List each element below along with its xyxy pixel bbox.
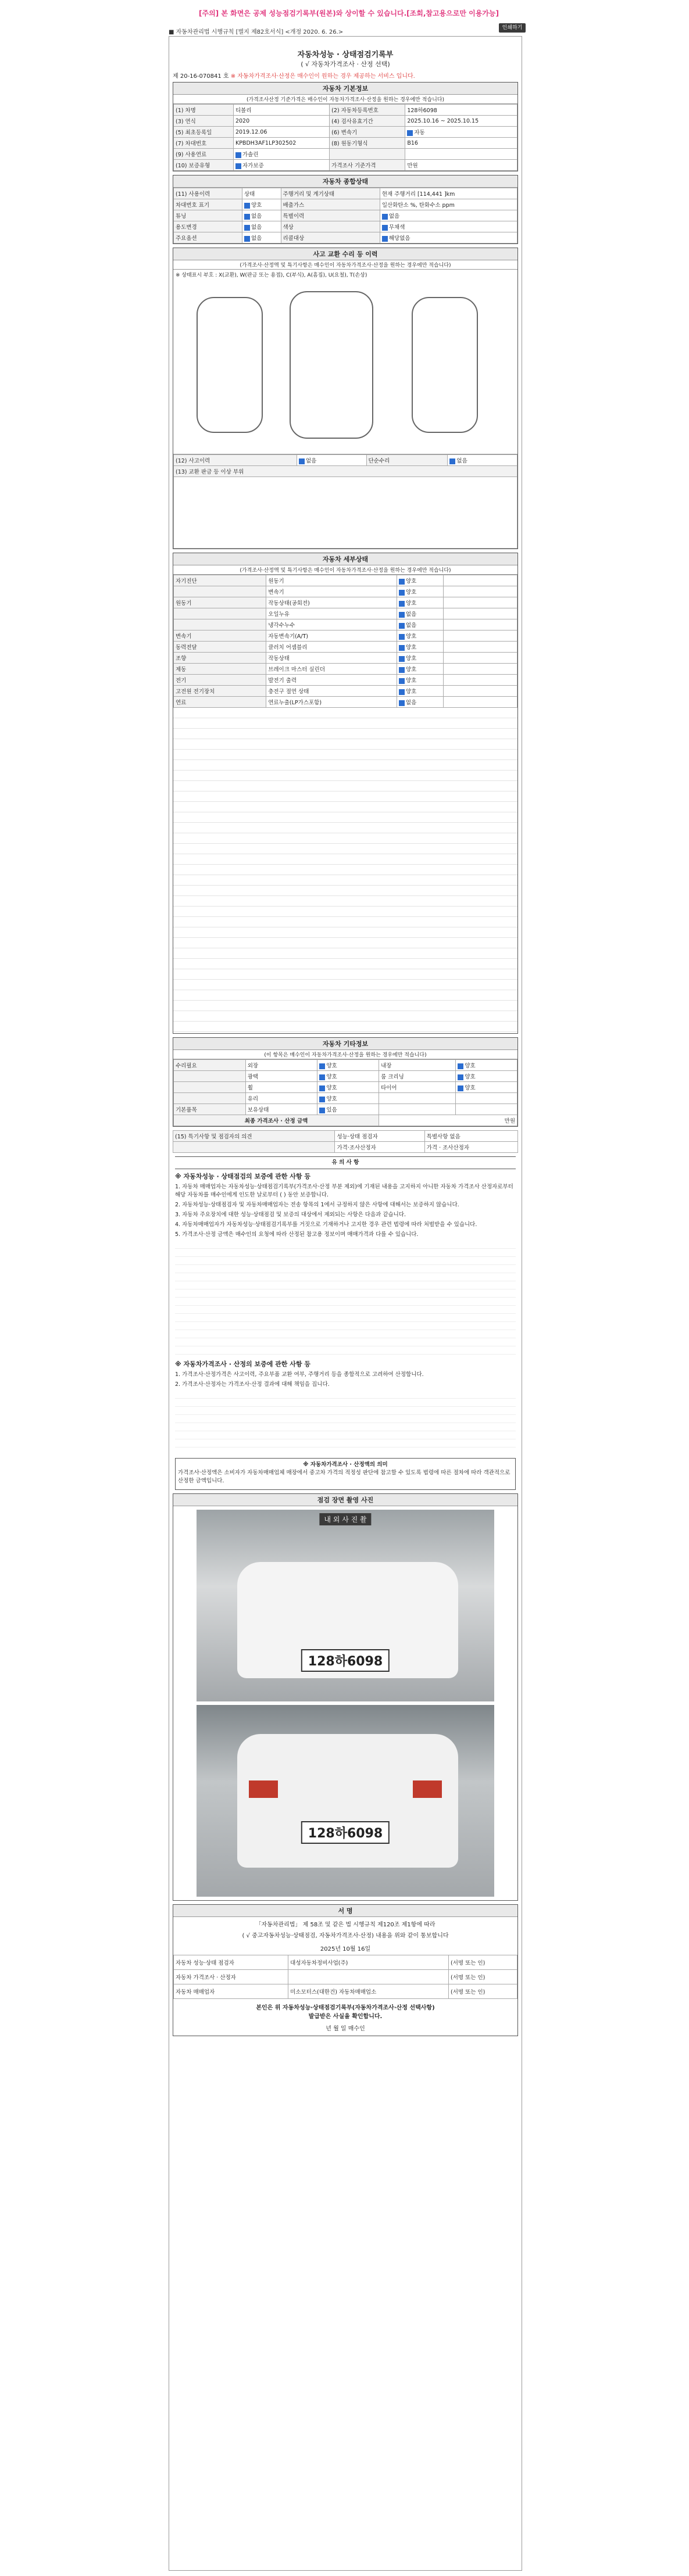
cell	[397, 597, 443, 608]
cell	[444, 697, 517, 708]
cell	[242, 221, 281, 232]
cell	[397, 697, 443, 708]
cell-value: 자동	[414, 130, 425, 136]
cell: (13) 교환 판금 등 이상 부위	[174, 466, 517, 477]
cell	[174, 1082, 246, 1093]
cell: (4) 검사유효기간	[330, 116, 405, 127]
checkbox-icon	[319, 1085, 325, 1091]
checkbox-icon	[399, 579, 405, 585]
cell: 룸 크리닝	[379, 1071, 456, 1082]
warning-banner: [주의] 본 화면은 공제 성능점검기록부(원본)와 상이할 수 있습니다.[조회,참고용으로만 이용가능]	[199, 9, 499, 17]
cell: 기본품목	[174, 1104, 246, 1115]
checkbox-icon	[399, 656, 405, 662]
detail-sub: (가격조사·산정액 및 특기사항은 매수인이 자동차가격조사·산정을 원하는 경우에만 적습니다)	[173, 565, 517, 575]
cell	[317, 1060, 379, 1071]
cell: 용도변경	[174, 221, 242, 232]
general-state-section	[173, 175, 518, 244]
cell	[174, 586, 266, 597]
cell: 주요옵션	[174, 232, 242, 243]
law-line: ■ 자동차관리법 시행규칙 [별지 제82호서식] <개정 2020. 6. 26.>	[169, 29, 344, 35]
checkbox-icon	[319, 1108, 325, 1113]
accident-sub: (가격조사·산정액 및 특기사항은 매수인이 자동차가격조사·산정을 원하는 경우에만 적습니다)	[173, 260, 517, 270]
cell: 수리필요	[174, 1060, 246, 1071]
cell: 브레이크 마스터 실린더	[266, 664, 397, 675]
cell: (서명 또는 인)	[448, 1955, 517, 1970]
cell: 만원	[405, 160, 517, 171]
cell	[444, 630, 517, 642]
cell-value: 없음	[405, 700, 417, 706]
cell	[397, 619, 443, 630]
cell	[380, 232, 517, 243]
cell: 충전구 절연 상태	[266, 686, 397, 697]
photo-section	[173, 1493, 518, 1901]
accident-table	[173, 454, 517, 549]
cell: 오일누유	[266, 608, 397, 619]
cell	[456, 1104, 517, 1115]
cell-value: 없음	[456, 458, 467, 464]
cell: 2020	[233, 116, 329, 127]
cell	[397, 575, 443, 586]
cell	[379, 1093, 456, 1104]
cell-value: 없음	[251, 235, 262, 242]
cell: (11) 사용이력	[174, 188, 242, 199]
cell: 자동차 매매업자	[174, 1984, 288, 1999]
car-rear-shape	[237, 1734, 458, 1868]
cell: 자동차 가격조사 · 산정자	[174, 1970, 288, 1984]
cell	[317, 1082, 379, 1093]
photo-header: 점검 장면 촬영 사진	[173, 1494, 517, 1506]
cell	[405, 149, 517, 160]
damage-parts-area	[174, 477, 517, 549]
cell-value: 양호	[405, 644, 417, 651]
front-photo	[197, 1510, 494, 1701]
cell	[444, 619, 517, 630]
cell-value: 양호	[465, 1074, 476, 1080]
checkbox-icon	[244, 214, 250, 220]
photo-caption: 내 외 사 진 촬	[319, 1513, 371, 1525]
cell: 특별사항 없음	[424, 1131, 517, 1142]
cell	[379, 1104, 456, 1115]
cell: 작동상태	[266, 653, 397, 664]
notice-paragraph: 2. 자동차성능·상태점검자 및 자동차매매업자는 전송 항목의 1에서 규정하지 않은 사항에 대해서는 보증하지 않습니다.	[175, 1202, 459, 1208]
cell	[174, 1093, 246, 1104]
other-info-sub: (이 항목은 매수인이 자동차가격조사·산정을 원하는 경우에만 적습니다)	[173, 1050, 517, 1059]
cell	[330, 149, 405, 160]
checkbox-icon	[399, 678, 405, 684]
checkbox-icon	[235, 163, 241, 169]
basic-info-header: 자동차 기본정보	[173, 83, 517, 95]
cell-value: 양호	[405, 589, 417, 596]
checkbox-icon	[382, 214, 388, 220]
cell-value: 가솔린	[242, 152, 259, 158]
signature-line-1: 「자동차관리법」 제 58조 및 같은 법 시행규칙 제120조 제1항에 따라	[255, 1922, 435, 1928]
cell-value: 양호	[326, 1096, 337, 1102]
cell: (2) 자동차등록번호	[330, 105, 405, 116]
cell: 타이어	[379, 1082, 456, 1093]
detail-table	[173, 575, 517, 708]
checkbox-icon	[458, 1063, 463, 1069]
checkbox-icon	[458, 1085, 463, 1091]
checkbox-icon	[382, 236, 388, 242]
cell: 원동기	[266, 575, 397, 586]
total-price-label: 최종 가격조사 · 산정 금액	[174, 1115, 379, 1126]
cell	[397, 586, 443, 597]
cell-value: 양호	[465, 1063, 476, 1069]
cell	[397, 675, 443, 686]
cell: 특별이력	[281, 210, 380, 221]
basic-info-table	[173, 104, 517, 171]
notice-section	[173, 1153, 518, 1493]
checkbox-icon	[244, 203, 250, 209]
cell-value: 없음	[305, 458, 317, 464]
cell	[380, 221, 517, 232]
cell: 미소모터스(대한건) 자동차매매업소	[288, 1984, 449, 1999]
cell: 단순수리	[366, 455, 448, 466]
signature-footer-1: 본인은 위 자동차성능·상태점검기록부(자동차가격조사·산정 선택사항)	[256, 2005, 435, 2011]
notice-paragraph: 3. 자동차 주요장치에 대한 성능·상태점검 및 보증의 대상에서 제외되는 사항은 다음과 같습니다.	[175, 1212, 406, 1218]
cell	[288, 1970, 449, 1984]
cell: 리콜대상	[281, 232, 380, 243]
doc-subtitle: ( √ 자동차가격조사 · 산정 선택)	[301, 60, 390, 68]
cell: 2019.12.06	[233, 127, 329, 138]
cell-value: 양호	[465, 1085, 476, 1091]
checkbox-icon	[399, 689, 405, 695]
notice-heading-1: ※ 자동차성능 · 상태점검의 보증에 관한 사항 등	[175, 1173, 310, 1180]
cell	[174, 1071, 246, 1082]
notice-title: 유 의 사 항	[175, 1156, 516, 1169]
checkbox-icon	[399, 623, 405, 629]
cell-value: 없음	[405, 622, 417, 629]
notice-box-text: 가격조사·산정액은 소비자가 자동차매매업체 매장에서 중고차 가격의 적정성 판단에 참고할 수 있도록 법령에 따른 절차에 따라 객관적으로 산정한 금액입니다.	[178, 1470, 510, 1484]
checkbox-icon	[399, 612, 405, 618]
doc-number: 제 20-16-070841 호	[173, 73, 229, 80]
cell	[397, 686, 443, 697]
doc-number-note: ※ 자동차가격조사·산정은 매수인이 원하는 경우 제공하는 서비스 입니다.	[230, 73, 415, 80]
notice-text-continued	[175, 1241, 516, 1357]
general-state-header: 자동차 종합상태	[173, 175, 517, 188]
cell-value: 양호	[326, 1074, 337, 1080]
cell	[444, 653, 517, 664]
cell-value: 양호	[326, 1063, 337, 1069]
cell: 가격·조사산정자	[335, 1142, 424, 1153]
cell: 작동상태(공회전)	[266, 597, 397, 608]
cell: 배출가스	[281, 199, 380, 210]
cell	[173, 1142, 335, 1153]
cell	[397, 664, 443, 675]
cell: 튜닝	[174, 210, 242, 221]
cell	[317, 1071, 379, 1082]
notice-box	[175, 1458, 516, 1490]
notice-paragraph: 1. 가격조사·산정가격은 사고이력, 주요부품 교환 여부, 주행거리 등을 종합적으로 고려하여 산정합니다.	[175, 1371, 424, 1378]
cell: (서명 또는 인)	[448, 1970, 517, 1984]
cell	[405, 127, 517, 138]
car-diagram	[173, 280, 517, 454]
cell-value: 양호	[405, 678, 417, 684]
detail-section	[173, 553, 518, 1034]
print-button[interactable]: 인쇄하기	[499, 23, 526, 33]
cell: 티볼리	[233, 105, 329, 116]
rear-photo	[197, 1705, 494, 1897]
checkbox-icon	[319, 1097, 325, 1102]
cell	[444, 686, 517, 697]
cell: 상태	[242, 188, 281, 199]
cell: 2025.10.16 ~ 2025.10.15	[405, 116, 517, 127]
cell	[448, 455, 517, 466]
cell: 가격 · 조사산정자	[424, 1142, 517, 1153]
signature-footer-3: 년 월 일 매수인	[326, 2026, 365, 2032]
cell-value: 양호	[405, 600, 417, 607]
cell: 자동변속기(A/T)	[266, 630, 397, 642]
car-outline-front	[197, 297, 263, 433]
cell: 동력전달	[174, 642, 266, 653]
cell-value: 없음	[251, 213, 262, 220]
tail-light-left	[249, 1780, 278, 1798]
cell-value: 양호	[326, 1085, 337, 1091]
special-notes-table	[173, 1130, 518, 1153]
cell-value: 없음	[405, 611, 417, 618]
cell: (8) 원동기형식	[330, 138, 405, 149]
cell: 연료	[174, 697, 266, 708]
car-outline-top	[290, 291, 373, 439]
cell	[444, 675, 517, 686]
cell: (5) 최초등록일	[174, 127, 234, 138]
detail-rows-continued	[173, 708, 517, 1033]
cell: (12) 사고이력	[174, 455, 297, 466]
cell	[297, 455, 366, 466]
cell: (서명 또는 인)	[448, 1984, 517, 1999]
cell	[456, 1082, 517, 1093]
checkbox-icon	[449, 458, 455, 464]
cell	[444, 608, 517, 619]
general-state-table	[173, 188, 517, 243]
cell: 가격조사 기준가격	[330, 160, 405, 171]
accident-section	[173, 248, 518, 549]
cell	[444, 664, 517, 675]
cell-value: 있음	[326, 1107, 337, 1113]
cell: 조향	[174, 653, 266, 664]
signature-footer-2: 발급받은 사실을 확인합니다.	[308, 2013, 383, 2020]
cell: 자기진단	[174, 575, 266, 586]
detail-header: 자동차 세부상태	[173, 553, 517, 565]
cell-value: 양호	[251, 202, 262, 209]
cell: 연료누출(LP가스포함)	[266, 697, 397, 708]
cell: 보유상태	[245, 1104, 317, 1115]
notice-box-title: ※ 자동차가격조사 · 산정액의 의미	[303, 1461, 388, 1468]
cell-value: 양호	[405, 633, 417, 640]
cell	[242, 199, 281, 210]
cell	[380, 210, 517, 221]
cell: B16	[405, 138, 517, 149]
checkbox-icon	[399, 667, 405, 673]
cell	[397, 630, 443, 642]
accident-note: ※ 상태표시 부호 : X(교환), W(판금 또는 용접), C(부식), A(흠집), U(요철), T(손상)	[176, 273, 367, 278]
notice-paragraph: 5. 가격조사·산정 금액은 매수인의 요청에 따라 산정된 참고용 정보이며 매매가격과 다를 수 있습니다.	[175, 1231, 419, 1238]
notice-heading-2: ※ 자동차가격조사 · 산정의 보증에 관한 사항 등	[175, 1360, 310, 1368]
basic-info-section	[173, 82, 518, 171]
cell-value: 양호	[405, 655, 417, 662]
checkbox-icon	[299, 458, 305, 464]
cell: 성능·상태 점검자	[335, 1131, 424, 1142]
checkbox-icon	[399, 645, 405, 651]
signature-section	[173, 1904, 518, 2036]
signature-line-2: ( √ 중고자동차성능·상태점검, 자동차가격조사·산정) 내용을 위와 같이 통보합니다	[242, 1933, 449, 1939]
cell	[456, 1071, 517, 1082]
notice-paragraph: 4. 자동차매매업자가 자동차성능·상태점검기록부를 거짓으로 기재하거나 고지한 경우 관련 법령에 따라 처벌받을 수 있습니다.	[175, 1221, 477, 1228]
doc-title: 자동차성능 · 상태점검기록부	[297, 51, 394, 59]
cell: 현재 주행거리 [114,441 ]km	[380, 188, 517, 199]
total-price-unit: 만원	[379, 1115, 517, 1126]
cell: 차대번호 표기	[174, 199, 242, 210]
cell: 발전기 출력	[266, 675, 397, 686]
tail-light-right	[413, 1780, 442, 1798]
signature-header: 서 명	[173, 1905, 517, 1917]
cell	[242, 210, 281, 221]
cell-value: 양호	[405, 578, 417, 585]
accident-header: 사고 교환 수리 등 이력	[173, 248, 517, 260]
cell	[233, 149, 329, 160]
doc-number-line	[173, 71, 518, 80]
checkbox-icon	[235, 152, 241, 158]
cell	[397, 608, 443, 619]
cell: (10) 보증유형	[174, 160, 234, 171]
license-plate: 128하6098	[301, 1649, 390, 1672]
cell: 변속기	[266, 586, 397, 597]
cell	[456, 1060, 517, 1071]
cell: (15) 특기사항 및 점검자의 의견	[173, 1131, 335, 1142]
cell: 고전원 전기장치	[174, 686, 266, 697]
checkbox-icon	[399, 590, 405, 596]
cell: 내장	[379, 1060, 456, 1071]
cell: 외장	[245, 1060, 317, 1071]
cell: 제동	[174, 664, 266, 675]
record-document	[169, 36, 522, 2571]
checkbox-icon	[399, 634, 405, 640]
cell: 유리	[245, 1093, 317, 1104]
notice-text-continued-2	[175, 1391, 516, 1454]
cell: (6) 변속기	[330, 127, 405, 138]
cell	[233, 160, 329, 171]
cell	[444, 586, 517, 597]
cell: 냉각수누수	[266, 619, 397, 630]
cell	[174, 619, 266, 630]
cell-value: 없음	[251, 224, 262, 231]
cell: 주행거리 및 계기상태	[281, 188, 380, 199]
cell: 클러치 어셈블리	[266, 642, 397, 653]
cell	[242, 232, 281, 243]
license-plate: 128하6098	[301, 1821, 390, 1844]
cell	[317, 1104, 379, 1115]
cell: 자동차 성능·상태 점검자	[174, 1955, 288, 1970]
other-info-header: 자동차 기타정보	[173, 1038, 517, 1050]
cell-value: 양호	[405, 667, 417, 673]
cell: 일산화탄소 %, 탄화수소 ppm	[380, 199, 517, 210]
checkbox-icon	[399, 700, 405, 706]
cell	[444, 575, 517, 586]
signature-date: 2025년 10월 16일	[320, 1946, 371, 1952]
cell	[397, 642, 443, 653]
cell: KPBDH3AF1LP302502	[233, 138, 329, 149]
checkbox-icon	[244, 225, 250, 231]
checkbox-icon	[458, 1074, 463, 1080]
cell: 색상	[281, 221, 380, 232]
cell: 대성자동차정비사업(주)	[288, 1955, 449, 1970]
checkbox-icon	[399, 601, 405, 607]
checkbox-icon	[319, 1063, 325, 1069]
cell	[174, 608, 266, 619]
checkbox-icon	[407, 130, 413, 136]
cell: (1) 차명	[174, 105, 234, 116]
cell-value: 해당없음	[388, 235, 410, 242]
cell-value: 없음	[388, 213, 400, 220]
cell-value: 자가보증	[242, 163, 264, 169]
notice-paragraph: 2. 가격조사·산정자는 가격조사·산정 결과에 대해 책임을 집니다.	[175, 1381, 330, 1388]
cell: (3) 연식	[174, 116, 234, 127]
cell: 변속기	[174, 630, 266, 642]
cell	[317, 1093, 379, 1104]
cell: 광택	[245, 1071, 317, 1082]
car-outline-side	[412, 297, 478, 433]
cell: 원동기	[174, 597, 266, 608]
other-info-table	[173, 1059, 517, 1126]
cell: 128하6098	[405, 105, 517, 116]
cell: 휠	[245, 1082, 317, 1093]
notice-paragraph: 1. 자동차 매매업자는 자동차성능·상태점검기록부(가격조사·산정 부분 제외)에 기재된 내용을 고지하지 아니한 자동차 가격조사 산정자로부터 해당 자동차를 매수인에게 인도한 날로부터 ( ) 동안 보증합니다.	[175, 1184, 513, 1198]
cell	[397, 653, 443, 664]
signature-table	[173, 1955, 517, 1999]
checkbox-icon	[382, 225, 388, 231]
other-info-section	[173, 1037, 518, 1127]
cell: (7) 차대번호	[174, 138, 234, 149]
checkbox-icon	[244, 236, 250, 242]
cell	[456, 1093, 517, 1104]
cell-value: 무채색	[388, 224, 405, 231]
cell	[444, 597, 517, 608]
basic-info-sub: (가격조사산정 기준가격은 매수인이 자동차가격조사·산정을 원하는 경우에만 적습니다)	[173, 95, 517, 104]
checkbox-icon	[319, 1074, 325, 1080]
cell: 전기	[174, 675, 266, 686]
cell-value: 양호	[405, 689, 417, 695]
cell: (9) 사용연료	[174, 149, 234, 160]
cell	[444, 642, 517, 653]
